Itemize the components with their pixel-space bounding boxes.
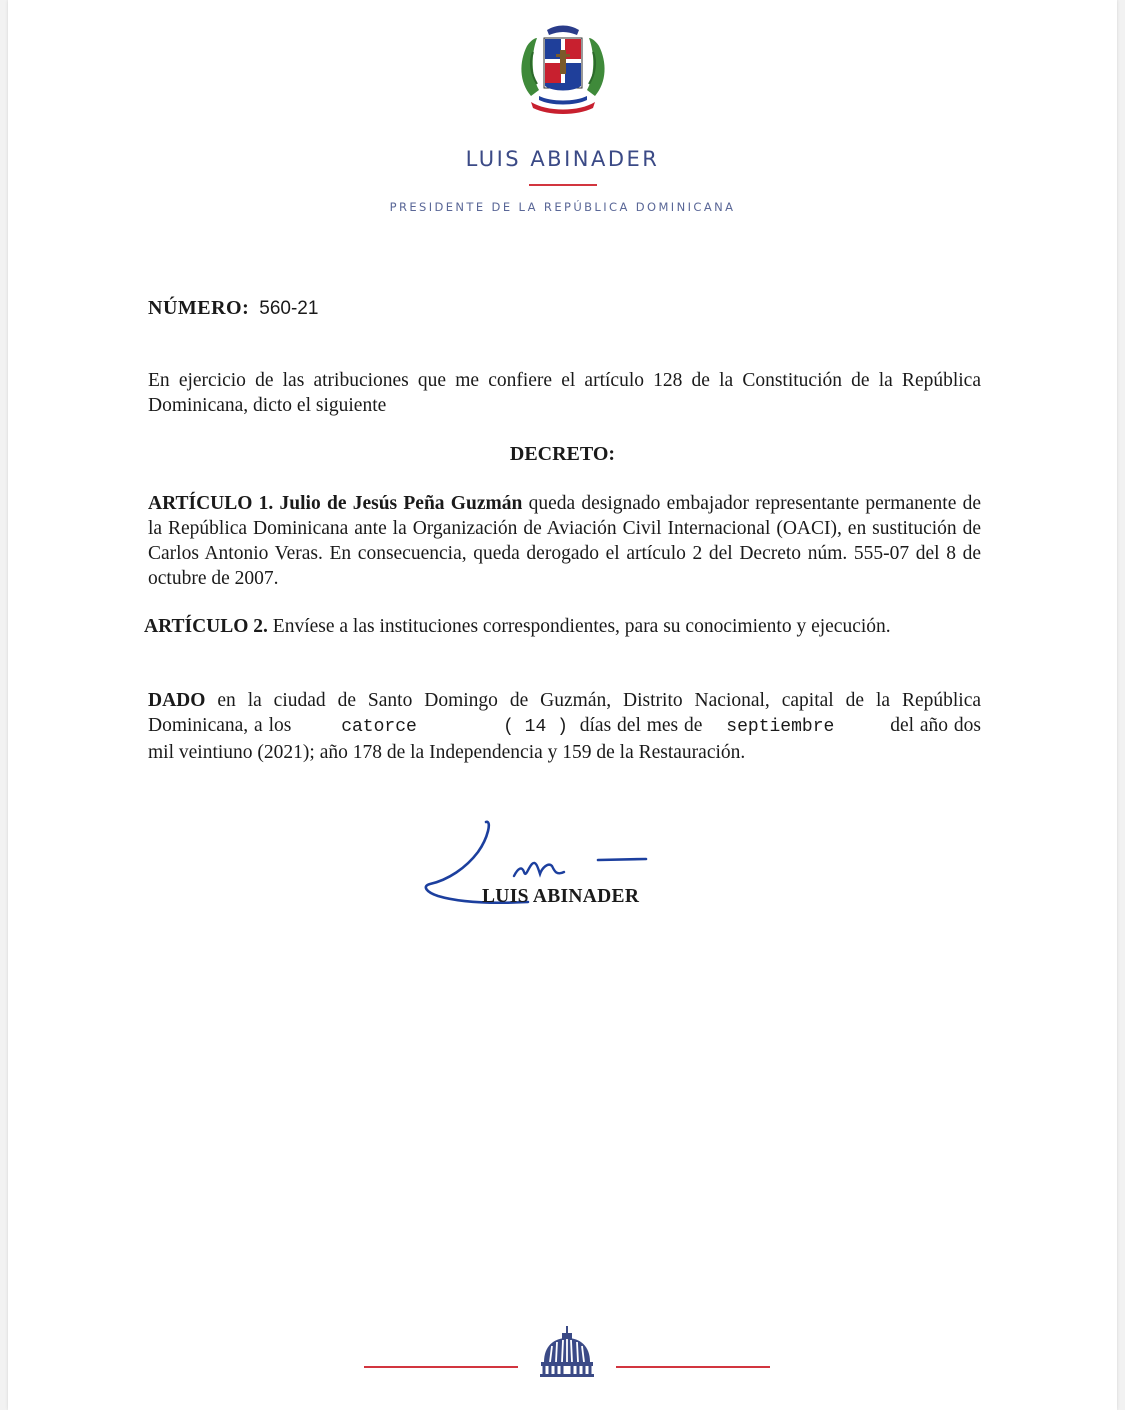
- article-1-text: queda designado embajador representante permanente de la República Dominicana ante la Organización de Aviación Civil Internacional (OACI), en sustitución de Carlos Antonio Veras. En consecuencia, queda derogado el artículo 2 del Decreto núm. 555-07 del 8 de octubre de 2007.: [148, 493, 982, 589]
- footer-rule-left: [364, 1366, 518, 1368]
- decree-number-label: NÚMERO:: [148, 297, 250, 319]
- month-name: septiembre: [726, 717, 835, 737]
- decree-heading: DECRETO:: [509, 443, 616, 465]
- day-number: ( 14 ): [503, 717, 568, 737]
- given-label: DADO: [148, 690, 206, 711]
- given-text-3: del año dos mil veintiuno (2021); año 178 de la Independencia y 159 de la Restauración.: [148, 715, 982, 763]
- given-text-2: días del mes de: [579, 715, 703, 736]
- coat-of-arms-emblem: [517, 24, 609, 118]
- article-2-label: ARTÍCULO 2.: [144, 616, 268, 637]
- article-1-person: Julio de Jesús Peña Guzmán: [279, 493, 523, 514]
- article-2-text: Envíese a las instituciones correspondientes, para su conocimiento y ejecución.: [272, 616, 891, 637]
- dome-emblem-icon: [538, 1324, 596, 1378]
- day-in-words: catorce: [341, 717, 417, 737]
- decree-number: [148, 297, 318, 320]
- letterhead-name: LUIS ABINADER: [465, 147, 660, 171]
- signatory-name: LUIS ABINADER: [482, 886, 640, 907]
- decree-number-value: 560-21: [259, 298, 319, 319]
- footer-rule-right: [616, 1366, 770, 1368]
- letterhead-divider: [529, 184, 597, 186]
- article-1-label: ARTÍCULO 1.: [148, 493, 274, 514]
- article-2: [144, 616, 891, 638]
- given-text-1: en la ciudad de Santo Domingo de Guzmán, Distrito Nacional, capital de la República Dominicana, a los: [148, 690, 982, 736]
- letterhead-subtitle: PRESIDENTE DE LA REPÚBLICA DOMINICANA: [389, 200, 736, 214]
- given-paragraph: [148, 688, 981, 765]
- article-1: [148, 491, 981, 591]
- intro-paragraph: En ejercicio de las atribuciones que me confiere el artículo 128 de la Constitución de la República Dominicana, dicto el siguiente: [148, 370, 981, 416]
